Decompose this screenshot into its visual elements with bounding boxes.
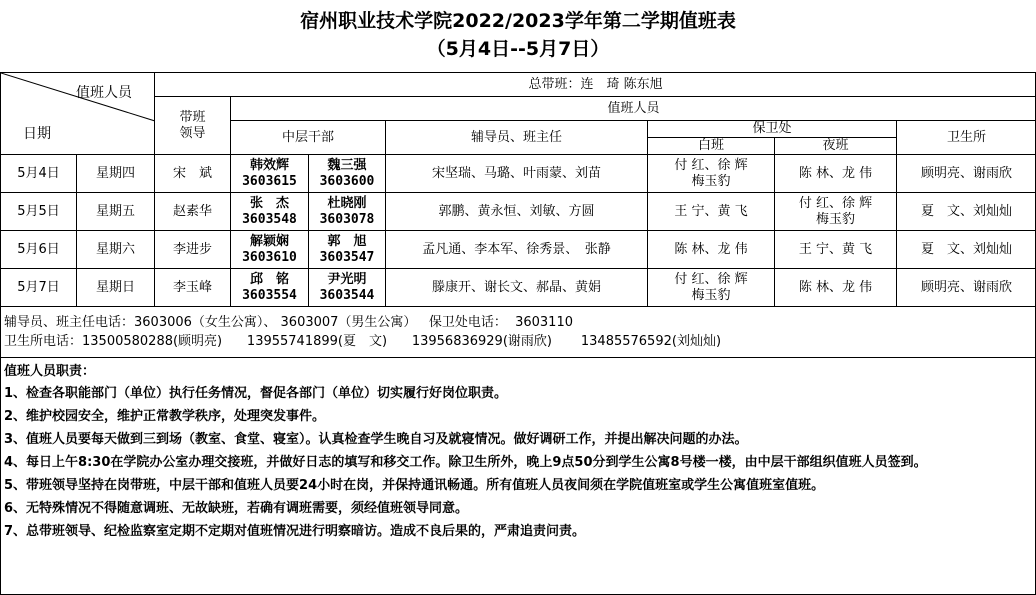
row-date: 5月4日 — [1, 155, 77, 193]
header-security: 保卫处 — [648, 121, 897, 138]
middle-name: 张 杰 — [249, 195, 289, 211]
diagonal-header-cell — [1, 73, 155, 155]
page-subtitle-date-range: （5月4日--5月7日） — [426, 38, 610, 60]
row-leader: 李玉峰 — [155, 269, 231, 307]
day-shift-line1: 付 红、徐 辉 — [674, 157, 748, 173]
row-leader: 赵素华 — [155, 193, 231, 231]
middle-name: 韩效辉 — [249, 157, 289, 173]
middle-phone: 3603078 — [319, 211, 375, 227]
title-block — [0, 0, 1036, 72]
duty-item: 2、维护校园安全，维护正常教学秩序，处理突发事件。 — [4, 409, 326, 424]
phone-directory — [4, 313, 1032, 351]
row-day-shift — [648, 155, 775, 193]
middle-phone: 3603547 — [319, 249, 375, 265]
night-shift-line1: 王 宁、黄 飞 — [798, 241, 873, 257]
duty-item: 4、每日上午8:30在学院办公室办理交接班，并做好日志的填写和移交工作。除卫生所外，晚上9点50分到学生公寓8号楼一楼，由中层干部组织值班人员签到。 — [4, 455, 927, 470]
clinic-phones: 卫生所电话：13500580288(顾明亮) 13955741899(夏 文) 13956836929(谢雨欣) 13485576592(刘灿灿) — [4, 334, 722, 349]
row-day-shift — [648, 269, 775, 307]
header-night-shift: 夜班 — [775, 138, 897, 155]
header-duty-staff: 值班人员 — [76, 85, 132, 101]
header-leader-line2: 领导 — [179, 125, 206, 141]
middle-phone: 3603544 — [319, 287, 375, 303]
row-middle-1 — [231, 231, 309, 269]
duty-item: 7、总带班领导、纪检监察室定期不定期对值班情况进行明察暗访。造成不良后果的，严肃追责问责。 — [4, 524, 586, 539]
row-middle-1 — [231, 193, 309, 231]
middle-name: 魏三强 — [327, 157, 367, 173]
night-shift-line1: 陈 林、龙 伟 — [798, 279, 873, 295]
night-shift-line2: 梅玉豹 — [815, 211, 855, 227]
row-date: 5月6日 — [1, 231, 77, 269]
middle-phone: 3603554 — [242, 287, 297, 303]
row-weekday: 星期五 — [77, 193, 155, 231]
row-night-shift — [775, 155, 897, 193]
row-night-shift — [775, 231, 897, 269]
row-middle-2 — [309, 193, 386, 231]
row-day-shift — [648, 193, 775, 231]
page-title: 宿州职业技术学院2022/2023学年第二学期值班表 — [300, 10, 736, 32]
row-weekday: 星期六 — [77, 231, 155, 269]
middle-phone: 3603548 — [242, 211, 297, 227]
table-row — [1, 193, 1036, 231]
table-row — [1, 231, 1036, 269]
night-shift-line1: 付 红、徐 辉 — [798, 195, 873, 211]
middle-phone: 3603600 — [319, 173, 375, 189]
row-counselors: 郭鹏、黄永恒、刘敏、方圆 — [386, 193, 648, 231]
duty-item: 1、检查各职能部门（单位）执行任务情况，督促各部门（单位）切实履行好岗位职责。 — [4, 386, 508, 401]
duty-item: 5、带班领导坚持在岗带班，中层干部和值班人员要24小时在岗，并保持通讯畅通。所有值班人员夜间须在学院值班室或学生公寓值班室值班。 — [4, 478, 825, 493]
row-night-shift — [775, 193, 897, 231]
row-leader: 宋 斌 — [155, 155, 231, 193]
row-clinic: 顾明亮、谢雨欣 — [897, 269, 1036, 307]
duty-item: 6、无特殊情况不得随意调班、无故缺班，若确有调班需要，须经值班领导同意。 — [4, 501, 469, 516]
section-divider — [0, 357, 1036, 358]
row-clinic: 夏 文、刘灿灿 — [897, 193, 1036, 231]
counselor-security-phones: 辅导员、班主任电话：3603006（女生公寓）、 3603007（男生公寓） 保卫处电话： 3603110 — [4, 315, 573, 330]
duty-table — [0, 72, 1036, 307]
middle-name: 尹光明 — [327, 271, 367, 287]
header-middle-cadre: 中层干部 — [231, 121, 386, 155]
row-counselors: 孟凡通、李本军、徐秀景、 张静 — [386, 231, 648, 269]
header-counselors: 辅导员、班主任 — [386, 121, 648, 155]
middle-name: 郭 旭 — [327, 233, 367, 249]
table-row — [1, 269, 1036, 307]
overall-leader: 总带班：连 琦 陈东旭 — [155, 73, 1036, 97]
row-clinic: 顾明亮、谢雨欣 — [897, 155, 1036, 193]
row-middle-2 — [309, 269, 386, 307]
duties-heading: 值班人员职责： — [4, 364, 96, 379]
header-day-shift: 白班 — [648, 138, 775, 155]
row-leader: 李进步 — [155, 231, 231, 269]
row-weekday: 星期四 — [77, 155, 155, 193]
table-row — [1, 155, 1036, 193]
day-shift-line2: 梅玉豹 — [691, 287, 731, 303]
row-counselors: 宋坚瑞、马璐、叶雨蒙、刘苗 — [386, 155, 648, 193]
middle-phone: 3603610 — [242, 249, 297, 265]
header-duty-group: 值班人员 — [231, 97, 1036, 121]
day-shift-line2: 梅玉豹 — [691, 173, 731, 189]
duty-responsibilities — [4, 361, 1032, 543]
row-night-shift — [775, 269, 897, 307]
middle-name: 杜晓刚 — [327, 195, 367, 211]
day-shift-line1: 王 宁、黄 飞 — [674, 203, 748, 219]
day-shift-line1: 陈 林、龙 伟 — [674, 241, 748, 257]
middle-name: 解颖娴 — [249, 233, 289, 249]
header-clinic: 卫生所 — [897, 121, 1036, 155]
duty-item: 3、值班人员要每天做到三到场（教室、食堂、寝室）。认真检查学生晚自习及就寝情况。做好调研工作，并提出解决问题的办法。 — [4, 432, 748, 447]
middle-name: 邱 铭 — [249, 271, 289, 287]
row-counselors: 滕康开、谢长文、郝晶、黄娟 — [386, 269, 648, 307]
night-shift-line1: 陈 林、龙 伟 — [798, 165, 873, 181]
middle-phone: 3603615 — [242, 173, 297, 189]
row-middle-2 — [309, 155, 386, 193]
row-middle-1 — [231, 155, 309, 193]
header-date: 日期 — [23, 126, 51, 142]
row-date: 5月5日 — [1, 193, 77, 231]
row-day-shift — [648, 231, 775, 269]
row-middle-2 — [309, 231, 386, 269]
row-clinic: 夏 文、刘灿灿 — [897, 231, 1036, 269]
header-leader — [155, 97, 231, 155]
row-middle-1 — [231, 269, 309, 307]
row-date: 5月7日 — [1, 269, 77, 307]
day-shift-line1: 付 红、徐 辉 — [674, 271, 748, 287]
header-leader-line1: 带班 — [179, 109, 206, 125]
row-weekday: 星期日 — [77, 269, 155, 307]
